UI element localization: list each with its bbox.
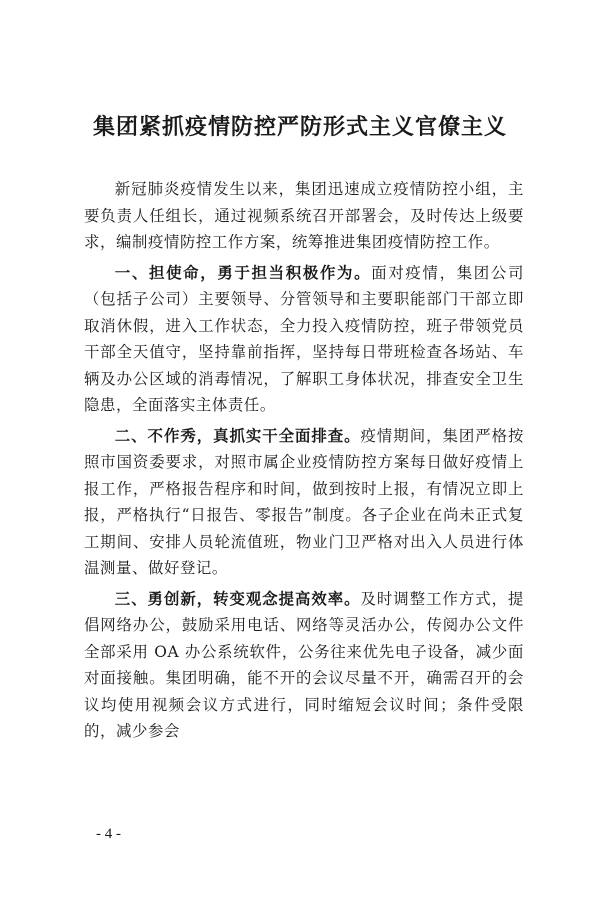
section-text: 疫情期间，集团严格按照市国资委要求，对照市属企业疫情防控方案每日做好疫情上报工作，严格报告程序和时间，做到按时上报，有情况立即上报，严格执行“日报告、零报告”制度。各子企业在尚未正式复工期间、安排人员轮流值班，物业门卫严格对出入人员进行体温测量、做好登记。: [84, 426, 524, 577]
section-text: 及时调整工作方式，提倡网络办公，鼓励采用电话、网络等灵活办公，传阅办公文件全部采用 OA 办公系统软件，公务往来优先电子设备，减少面对面接触。集团明确，能不开的会议尽量不开，确需召开的会议均使用视频会议方式进行，同时缩短会议时间；条件受限的，减少参会: [84, 589, 524, 740]
section-heading: 一、担使命，勇于担当积极作为。: [114, 263, 372, 282]
section-paragraph: [84, 586, 524, 745]
section-paragraph: [84, 423, 524, 582]
document-title: 集团紧抓疫情防控严防形式主义官僚主义: [92, 114, 507, 140]
section-heading: 二、不作秀，真抓实干全面排查。: [114, 426, 361, 445]
intro-paragraph: 新冠肺炎疫情发生以来，集团迅速成立疫情防控小组，主要负责人任组长，通过视频系统召开部署会，及时传达上级要求，编制疫情防控工作方案，统筹推进集团疫情防控工作。: [84, 180, 524, 251]
section-paragraph: [84, 260, 524, 419]
section-text: 面对疫情，集团公司（包括子公司）主要领导、分管领导和主要职能部门干部立即取消休假，进入工作状态，全力投入疫情防控，班子带领党员干部全天值守，坚持靠前指挥，坚持每日带班检查各场站、车辆及办公区域的消毒情况，了解职工身体状况，排查安全卫生隐患，全面落实主体责任。: [84, 263, 524, 414]
section-heading: 三、勇创新，转变观念提高效率。: [114, 589, 361, 608]
page-number: - 4 -: [96, 826, 121, 842]
document-body: [84, 176, 524, 749]
